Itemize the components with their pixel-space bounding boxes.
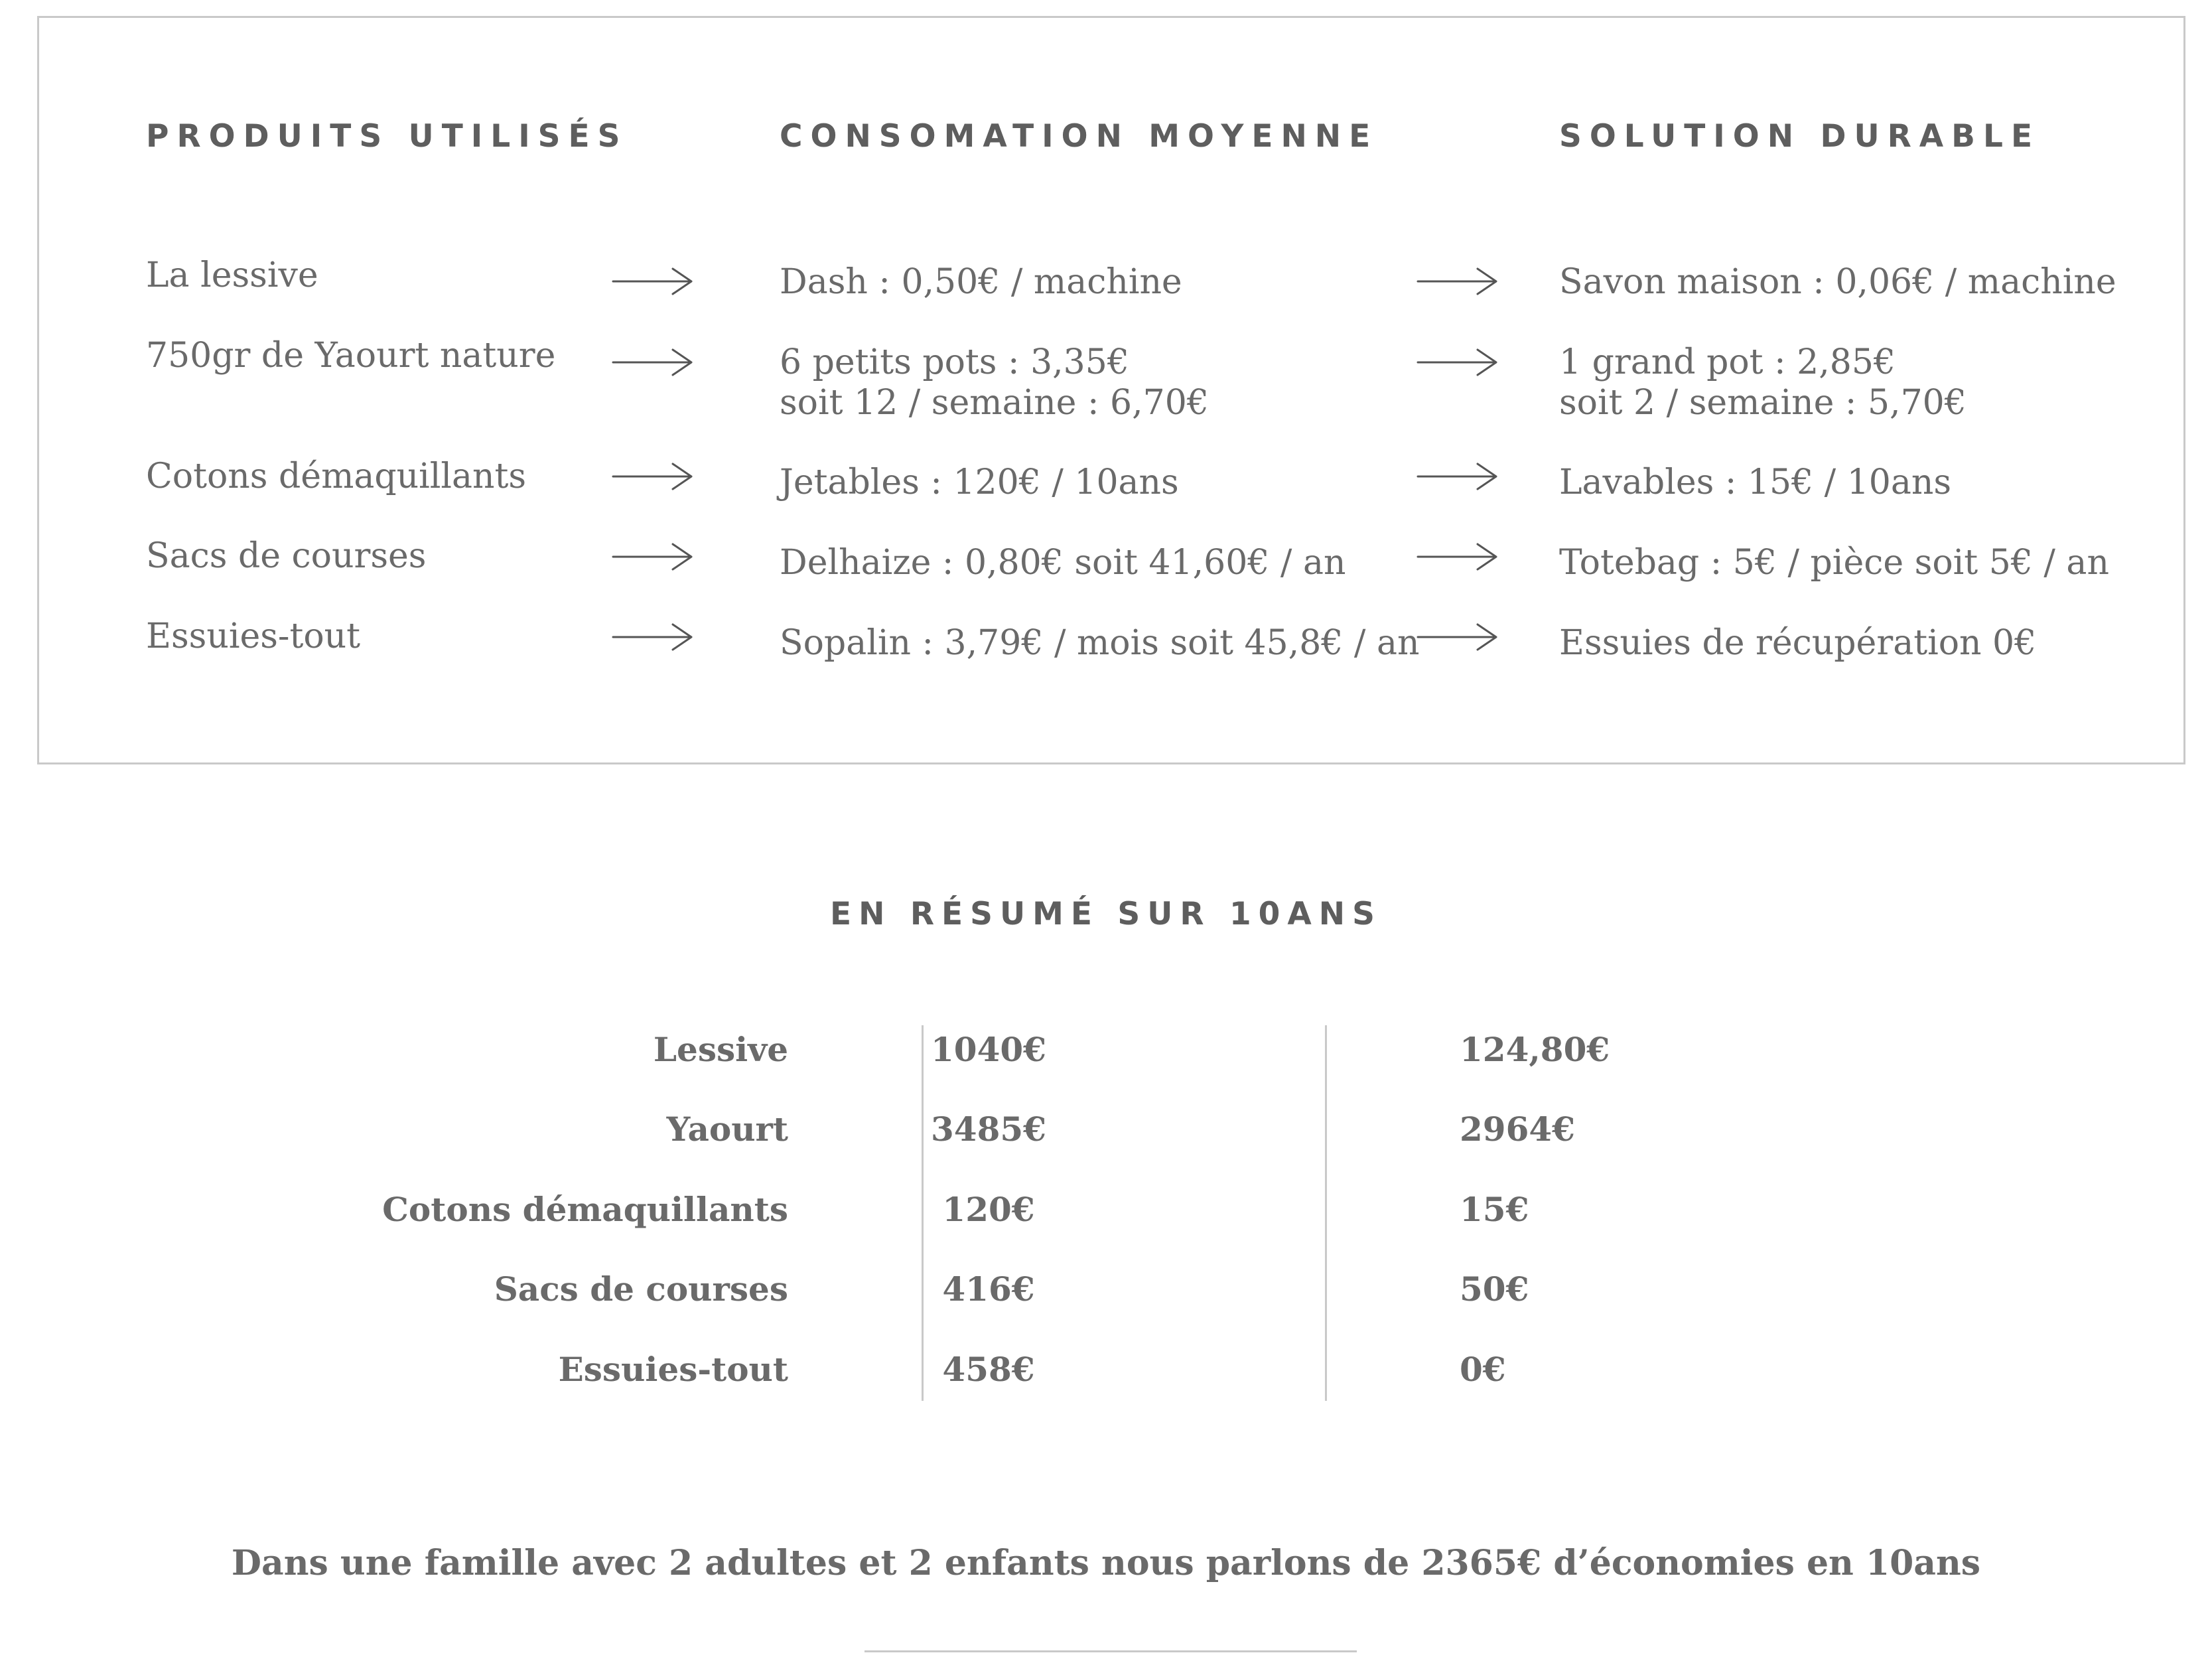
summary-current-cotons: 120€ bbox=[942, 1190, 1035, 1229]
long-right-arrow-icon bbox=[612, 347, 694, 378]
long-right-arrow-icon bbox=[1417, 266, 1499, 297]
summary-durable-cotons: 15€ bbox=[1460, 1190, 1529, 1229]
summary-label-sacs: Sacs de courses bbox=[494, 1269, 788, 1309]
header-consommation-moyenne: CONSOMATION MOYENNE bbox=[780, 118, 1379, 155]
summary-label-essuies: Essuies-tout bbox=[558, 1350, 788, 1389]
long-right-arrow-icon bbox=[1417, 347, 1499, 378]
long-right-arrow-icon bbox=[1417, 541, 1499, 572]
average-yaourt-line2: soit 12 / semaine : 6,70€ bbox=[780, 383, 1209, 423]
average-sacs: Delhaize : 0,80€ soit 41,60€ / an bbox=[780, 543, 1346, 583]
summary-title: EN RÉSUMÉ SUR 10ANS bbox=[830, 896, 1382, 932]
long-right-arrow-icon bbox=[612, 541, 694, 572]
summary-current-yaourt: 3485€ bbox=[931, 1110, 1046, 1149]
summary-current-lessive: 1040€ bbox=[931, 1030, 1046, 1069]
product-cotons: Cotons démaquillants bbox=[146, 457, 527, 496]
long-right-arrow-icon bbox=[612, 266, 694, 297]
solution-lessive: Savon maison : 0,06€ / machine bbox=[1559, 262, 2116, 302]
summary-label-cotons: Cotons démaquillants bbox=[382, 1190, 788, 1229]
average-lessive: Dash : 0,50€ / machine bbox=[780, 262, 1182, 302]
solution-yaourt-line1: 1 grand pot : 2,85€ bbox=[1559, 342, 1896, 382]
long-right-arrow-icon bbox=[612, 622, 694, 652]
product-lessive: La lessive bbox=[146, 255, 318, 295]
summary-current-sacs: 416€ bbox=[942, 1269, 1035, 1309]
long-right-arrow-icon bbox=[1417, 461, 1499, 492]
summary-label-lessive: Lessive bbox=[653, 1030, 788, 1069]
summary-durable-yaourt: 2964€ bbox=[1460, 1110, 1575, 1149]
average-cotons: Jetables : 120€ / 10ans bbox=[780, 463, 1179, 502]
product-yaourt: 750gr de Yaourt nature bbox=[146, 336, 556, 376]
average-essuies: Sopalin : 3,79€ / mois soit 45,8€ / an bbox=[780, 623, 1420, 663]
savings-conclusion: Dans une famille avec 2 adultes et 2 enfants nous parlons de 2365€ d’économies en 10ans bbox=[231, 1543, 1981, 1583]
product-sacs: Sacs de courses bbox=[146, 536, 427, 576]
summary-divider-right bbox=[1325, 1025, 1327, 1401]
solution-essuies: Essuies de récupération 0€ bbox=[1559, 623, 2037, 663]
summary-durable-lessive: 124,80€ bbox=[1460, 1030, 1610, 1069]
solution-yaourt-line2: soit 2 / semaine : 5,70€ bbox=[1559, 383, 1967, 423]
long-right-arrow-icon bbox=[1417, 622, 1499, 652]
summary-durable-essuies: 0€ bbox=[1460, 1350, 1506, 1389]
header-produits-utilises: PRODUITS UTILISÉS bbox=[146, 118, 628, 155]
summary-durable-sacs: 50€ bbox=[1460, 1269, 1529, 1309]
footer-divider bbox=[864, 1650, 1357, 1652]
solution-sacs: Totebag : 5€ / pièce soit 5€ / an bbox=[1559, 543, 2109, 583]
summary-current-essuies: 458€ bbox=[942, 1350, 1035, 1389]
average-yaourt-line1: 6 petits pots : 3,35€ bbox=[780, 342, 1129, 382]
long-right-arrow-icon bbox=[612, 461, 694, 492]
header-solution-durable: SOLUTION DURABLE bbox=[1559, 118, 2041, 155]
solution-cotons: Lavables : 15€ / 10ans bbox=[1559, 463, 1952, 502]
summary-label-yaourt: Yaourt bbox=[666, 1110, 788, 1149]
product-essuies: Essuies-tout bbox=[146, 616, 361, 656]
